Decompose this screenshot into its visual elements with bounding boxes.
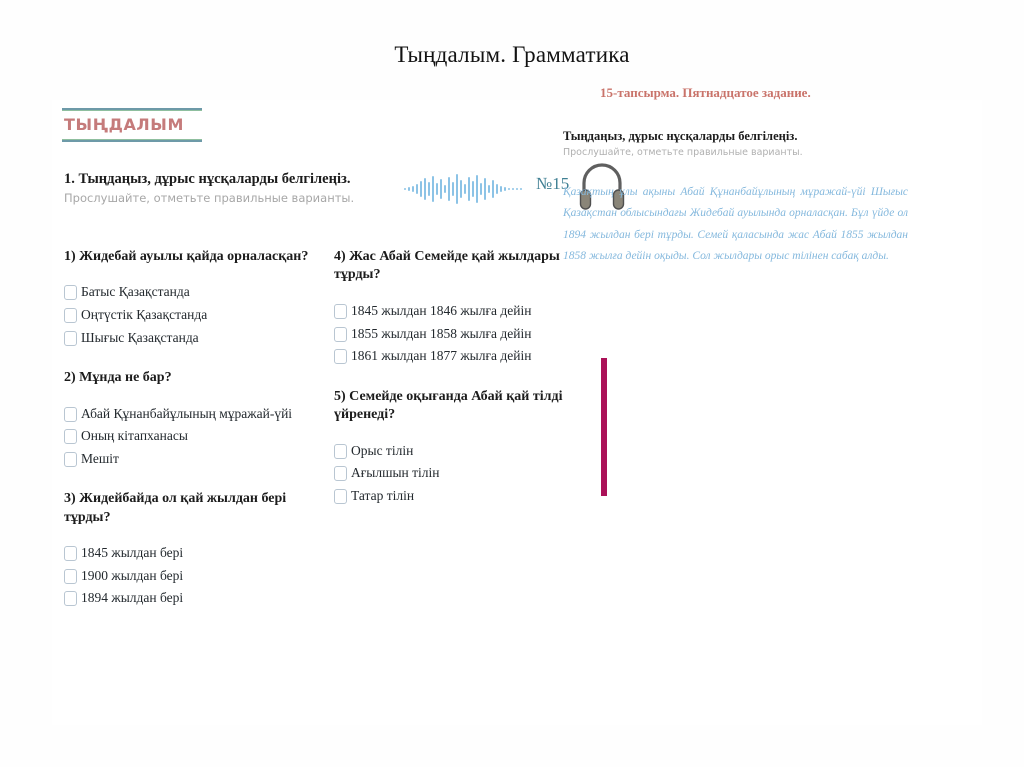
option-row[interactable]	[64, 404, 332, 424]
option-label: 1894 жылдан бері	[81, 590, 184, 606]
checkbox-icon[interactable]	[334, 489, 347, 504]
option-row[interactable]	[64, 566, 332, 586]
option-label: Ағылшын тілін	[351, 465, 440, 481]
question-title: 2) Мұнда не бар?	[64, 370, 172, 386]
option-row[interactable]	[64, 588, 332, 608]
question-title: 4) Жас Абай Семейде қай жылдары тұрды?	[334, 249, 560, 283]
checkbox-icon[interactable]	[64, 308, 77, 323]
option-label: 1855 жылдан 1858 жылға дейін	[351, 325, 532, 341]
checkbox-icon[interactable]	[334, 304, 347, 319]
checkbox-icon[interactable]	[64, 331, 77, 346]
checkbox-icon[interactable]	[64, 407, 77, 422]
checkbox-icon[interactable]	[334, 444, 347, 459]
option-label: Оның кітапханасы	[81, 428, 188, 444]
option-row[interactable]	[334, 301, 604, 321]
option-label: Шығыс Қазақстанда	[81, 329, 199, 345]
question-column-2	[334, 248, 604, 527]
right-panel-instruction-russian: Прослушайте, отметьте правильные варианты.	[563, 147, 803, 158]
right-panel-heading: 15-тапсырма. Пятнадцатое задание.	[600, 85, 811, 100]
right-panel-instruction-kazakh: Тыңдаңыз, дұрыс нұсқаларды белгілеңіз.	[563, 129, 798, 143]
option-label: 1845 жылдан бері	[81, 545, 184, 561]
option-group	[334, 441, 604, 506]
option-row[interactable]	[64, 449, 332, 469]
right-panel-transcript: Қазақтың ұлы ақыны Абай Құнанбайұлының мұражай-үйі Шығыс Қазақстан облысындағы Жидебай ауылында орналасқан. Бұл үйде ол 1894 жылдан бері тұрды. Семей қаласында жас Абай 1855 жылдан 1858 жылға дейін оқыды. Сол жылдары орыс тілінен сабақ алды.	[563, 186, 908, 262]
section-banner	[62, 108, 202, 142]
option-label: Татар тілін	[351, 487, 415, 503]
option-group	[64, 543, 332, 608]
checkbox-icon[interactable]	[334, 466, 347, 481]
task-prompt	[64, 170, 394, 206]
question-block-5	[334, 388, 604, 506]
task-prompt-kazakh: 1. Тыңдаңыз, дұрыс нұсқаларды белгілеңіз.	[64, 171, 351, 187]
option-row[interactable]	[64, 328, 332, 348]
task-prompt-russian: Прослушайте, отметьте правильные варианты.	[64, 191, 355, 206]
option-group	[334, 301, 604, 366]
checkbox-icon[interactable]	[334, 349, 347, 364]
option-label: Мешіт	[81, 450, 119, 466]
accent-vertical-bar	[601, 358, 607, 496]
option-group	[64, 404, 332, 469]
checkbox-icon[interactable]	[334, 327, 347, 342]
option-row[interactable]	[64, 426, 332, 446]
question-column-1	[64, 248, 332, 630]
option-row[interactable]	[334, 486, 604, 506]
option-row[interactable]	[64, 282, 332, 302]
checkbox-icon[interactable]	[64, 429, 77, 444]
right-panel	[545, 85, 925, 267]
option-label: Абай Құнанбайұлының мұражай-үйі	[81, 405, 293, 421]
checkbox-icon[interactable]	[64, 546, 77, 561]
option-label: 1845 жылдан 1846 жылға дейін	[351, 302, 532, 318]
option-label: 1861 жылдан 1877 жылға дейін	[351, 348, 532, 364]
option-label: Орыс тілін	[351, 442, 414, 458]
option-row[interactable]	[334, 346, 604, 366]
banner-rule-bottom-teal	[62, 140, 202, 142]
option-label: Оңтүстік Қазақстанда	[81, 307, 208, 323]
page-title: Тыңдалым. Грамматика	[394, 42, 630, 67]
checkbox-icon[interactable]	[64, 285, 77, 300]
checkbox-icon[interactable]	[64, 591, 77, 606]
question-block-1	[64, 248, 332, 347]
question-block-3	[64, 490, 332, 608]
audio-track-number: №15	[536, 174, 570, 193]
option-row[interactable]	[334, 463, 604, 483]
option-group	[64, 282, 332, 347]
option-row[interactable]	[64, 305, 332, 325]
banner-label: ТЫҢДАЛЫМ	[64, 115, 185, 134]
checkbox-icon[interactable]	[64, 569, 77, 584]
question-title: 3) Жидейбайда ол қай жылдан бері тұрды?	[64, 491, 287, 525]
option-label: Батыс Қазақстанда	[81, 284, 190, 300]
option-row[interactable]	[334, 324, 604, 344]
question-title: 5) Семейде оқығанда Абай қай тілді үйренеді?	[334, 388, 563, 423]
option-row[interactable]	[334, 441, 604, 461]
option-row[interactable]	[64, 543, 332, 563]
question-block-2	[64, 369, 332, 468]
audio-waveform-icon	[404, 172, 532, 211]
option-label: 1900 жылдан бері	[81, 567, 184, 583]
question-title: 1) Жидебай ауылы қайда орналасқан?	[64, 249, 309, 264]
checkbox-icon[interactable]	[64, 452, 77, 467]
